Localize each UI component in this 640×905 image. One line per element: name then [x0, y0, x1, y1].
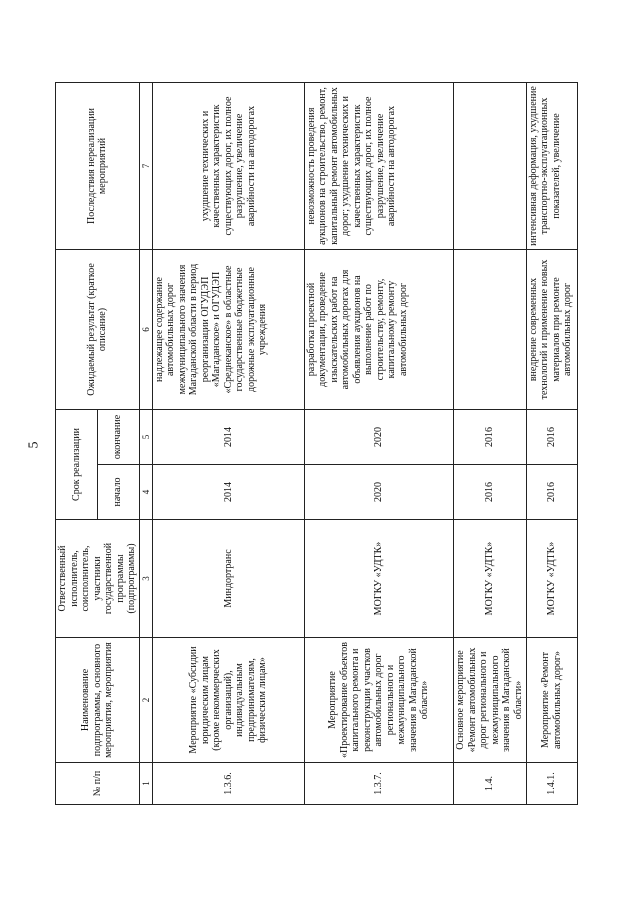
- row-consequences: невозможность проведения аукционов на строительство, ремонт, капитальный ремонт автомобильных дорог; ухудшение технических и качественных характеристик существующих дорог, их полное разрушение, увеличение аварийности на автодорогах: [304, 83, 453, 250]
- row-num: 1.4.1.: [526, 763, 577, 805]
- row-end: 2016: [526, 410, 577, 465]
- row-result: надлежащее содержание автомобильных дорог межмуниципального значения Магаданской области в период реорганизации ОГУДЭП «Магаданское» и ОГУДЭП «Среднеканское» в областные государственные бюджетные дорожные эксплуатационные учреждения: [152, 250, 304, 410]
- rotated-table-container: [55, 83, 574, 805]
- row-start: 2016: [453, 465, 526, 520]
- row-consequences: интенсивная деформация, ухудшение транспортно-эксплуатационных показателей, увеличение: [526, 83, 577, 250]
- column-index-5: 5: [139, 410, 152, 465]
- page-number: 5: [26, 441, 42, 449]
- row-name: Основное мероприятие «Ремонт автомобильных дорог регионального и межмуниципального значения в Магаданской области»: [453, 638, 526, 763]
- row-end: 2020: [304, 410, 453, 465]
- row-end: 2014: [152, 410, 304, 465]
- table-row: [304, 83, 453, 805]
- row-name: Мероприятие «Проектирование объектов капитального ремонта и реконструкции участков автомобильных дорог регионального и межмуниципального значения в Магаданской области»: [304, 638, 453, 763]
- row-responsible: Миндортранс: [152, 520, 304, 638]
- header-responsible: Ответственный исполнитель, соисполнитель, участники государственной программы (подпрограммы): [56, 520, 140, 638]
- header-term: Срок реализации: [56, 410, 98, 520]
- row-responsible: МОГКУ «УДТК»: [526, 520, 577, 638]
- header-result: Ожидаемый результат (краткое описание): [56, 250, 140, 410]
- row-name: Мероприятие «Ремонт автомобильных дорог»: [526, 638, 577, 763]
- row-name: Мероприятие «Субсидии юридическим лицам (кроме некоммерческих организаций), индивидуальным предпринимателям, физическим лицам»: [152, 638, 304, 763]
- table-row: [526, 83, 577, 805]
- row-num: 1.3.6.: [152, 763, 304, 805]
- row-start: 2014: [152, 465, 304, 520]
- column-index-6: 6: [139, 250, 152, 410]
- header-start: начало: [97, 465, 139, 520]
- column-index-1: 1: [139, 763, 152, 805]
- row-responsible: МОГКУ «УДТК»: [304, 520, 453, 638]
- column-index-4: 4: [139, 465, 152, 520]
- row-start: 2020: [304, 465, 453, 520]
- row-num: 1.4.: [453, 763, 526, 805]
- measures-table: [55, 82, 578, 805]
- table-row: [453, 83, 526, 805]
- row-result: [453, 250, 526, 410]
- header-num: № п/п: [56, 763, 140, 805]
- table-row: [152, 83, 304, 805]
- row-consequences: [453, 83, 526, 250]
- row-responsible: МОГКУ «УДТК»: [453, 520, 526, 638]
- header-consequences: Последствия нереализации мероприятий: [56, 83, 140, 250]
- row-consequences: ухудшение технических и качественных характеристик существующих дорог, их полное разрушение, увеличение аварийности на автодорогах: [152, 83, 304, 250]
- row-result: разработка проектной документации, проведение изыскательских работ на автомобильных дорогах для объявления аукционов на выполнение работ по строительству, ремонту, капитальному ремонту автомобильных дорог: [304, 250, 453, 410]
- column-index-3: 3: [139, 520, 152, 638]
- header-end: окончание: [97, 410, 139, 465]
- row-start: 2016: [526, 465, 577, 520]
- header-name: Наименование подпрограммы, основного мероприятия, мероприятия: [56, 638, 140, 763]
- column-index-7: 7: [139, 83, 152, 250]
- row-num: 1.3.7.: [304, 763, 453, 805]
- column-index-2: 2: [139, 638, 152, 763]
- row-end: 2016: [453, 410, 526, 465]
- row-result: внедрение современных технологий и применение новых материалов при ремонте автомобильных дорог: [526, 250, 577, 410]
